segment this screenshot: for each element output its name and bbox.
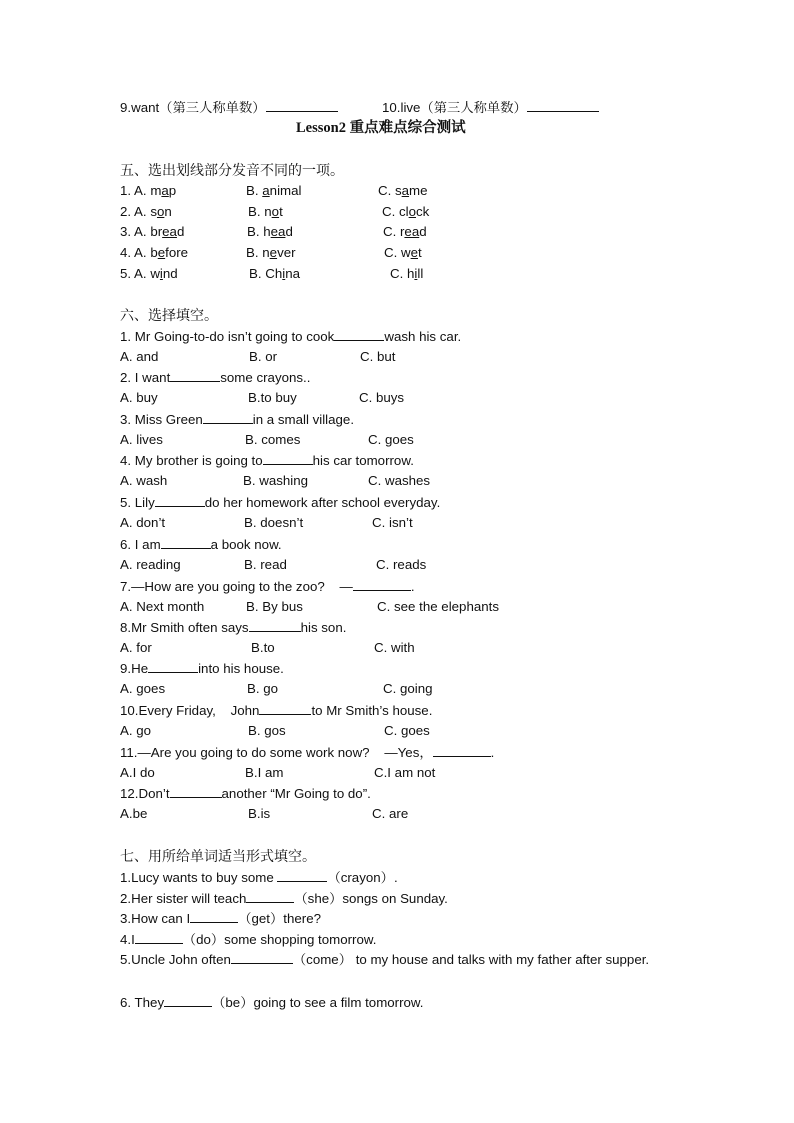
- answer-blank[interactable]: [246, 890, 294, 903]
- phonics-option: [382, 204, 429, 219]
- word-part: C. cl: [382, 204, 409, 219]
- option-b[interactable]: B.I am: [245, 765, 284, 780]
- phonics-option: [120, 266, 178, 281]
- phonics-option: [246, 245, 296, 260]
- underlined-letters: i: [282, 266, 286, 281]
- phonics-option: [120, 183, 176, 198]
- answer-blank[interactable]: [277, 869, 327, 882]
- answer-blank[interactable]: [170, 785, 222, 798]
- question-text: 4. My brother is going to: [120, 453, 263, 468]
- answer-blank[interactable]: [190, 910, 238, 923]
- question-text: 3. Miss Green: [120, 412, 203, 427]
- question-text: 11.—Are you going to do some work now? —Yes，: [120, 745, 433, 760]
- question-text: （crayon）.: [327, 870, 398, 885]
- word-part: C. h: [390, 266, 415, 281]
- option-c[interactable]: C. are: [372, 806, 409, 821]
- word-part: b: [150, 245, 158, 260]
- option-b[interactable]: B. or: [249, 349, 278, 364]
- question-text: 12.Don’t: [120, 786, 170, 801]
- question-text: 6. They: [120, 995, 165, 1010]
- choice-question-4: [120, 452, 414, 469]
- item-number: 1. A.: [120, 183, 151, 198]
- question-text: （come） to my house and talks with my father after supper.: [292, 952, 650, 967]
- answer-blank[interactable]: [353, 578, 411, 591]
- underlined-letters: e: [410, 245, 419, 260]
- option-b[interactable]: B.to buy: [248, 390, 297, 405]
- option-c[interactable]: C. goes: [368, 432, 414, 447]
- underlined-letters: o: [271, 204, 280, 219]
- word-part: t: [279, 204, 283, 219]
- question-text: into his house.: [198, 661, 284, 676]
- underlined-letters: a: [161, 183, 169, 198]
- answer-blank[interactable]: [266, 99, 338, 112]
- answer-blank[interactable]: [135, 931, 183, 944]
- word-part: C. r: [383, 224, 405, 239]
- word-part: B. h: [247, 224, 271, 239]
- word-part: ll: [417, 266, 424, 281]
- option-a[interactable]: A. go: [120, 723, 152, 738]
- question-text: his car tomorrow.: [312, 453, 414, 468]
- option-c[interactable]: C. see the elephants: [377, 599, 499, 614]
- word-part: B. n: [248, 204, 272, 219]
- question-text: some crayons..: [220, 370, 311, 385]
- item-number: 5. A.: [120, 266, 151, 281]
- underlined-letters: o: [156, 204, 165, 219]
- phonics-option: [248, 204, 283, 219]
- question-text: 2.Her sister will teach: [120, 891, 247, 906]
- choice-question-12: [120, 785, 371, 802]
- q10-text: 10.live（第三人称单数）: [382, 100, 527, 115]
- item-number: 4. A.: [120, 245, 151, 260]
- phonics-option: [247, 224, 293, 239]
- option-c[interactable]: C.I am not: [374, 765, 436, 780]
- word-part: t: [418, 245, 422, 260]
- question-text: another “Mr Going to do”.: [221, 786, 371, 801]
- choice-question-9: [120, 660, 284, 677]
- question-text: .: [490, 745, 495, 760]
- word-part: n: [164, 204, 172, 219]
- underlined-letters: e: [269, 245, 278, 260]
- fill-question-2: [120, 890, 448, 907]
- option-c[interactable]: C. buys: [359, 390, 405, 405]
- option-c[interactable]: C. goes: [384, 723, 430, 738]
- fill-question-4: [120, 931, 376, 948]
- fill-question-3: [120, 910, 321, 927]
- item-number: 2. A.: [120, 204, 151, 219]
- option-c[interactable]: C. reads: [376, 557, 427, 572]
- option-b[interactable]: B.is: [248, 806, 271, 821]
- section7-heading: 七、用所给单词适当形式填空。: [120, 848, 316, 864]
- answer-blank[interactable]: [433, 744, 491, 757]
- question-text: （do）some shopping tomorrow.: [182, 932, 377, 947]
- question-text: 8.Mr Smith often says: [120, 620, 249, 635]
- choice-question-2: [120, 369, 310, 386]
- question-text: his son.: [300, 620, 347, 635]
- question-text: wash his car.: [384, 329, 462, 344]
- question-text: 5.Uncle John often: [120, 952, 231, 967]
- section5-heading: 五、选出划线部分发音不同的一项。: [120, 162, 344, 178]
- question-text: do her homework after school everyday.: [204, 495, 441, 510]
- page-title: Lesson2 重点难点综合测试: [296, 120, 466, 136]
- choice-question-6: [120, 536, 282, 553]
- phonics-option: [249, 266, 300, 281]
- answer-blank[interactable]: [203, 411, 253, 424]
- word-part: w: [150, 266, 160, 281]
- phonics-option: [378, 183, 428, 198]
- question-text: 4.I: [120, 932, 135, 947]
- underlined-letters: o: [408, 204, 417, 219]
- choice-question-8: [120, 619, 346, 636]
- word-part: s: [150, 204, 157, 219]
- answer-blank[interactable]: [170, 369, 220, 382]
- underlined-letters: ea: [404, 224, 420, 239]
- option-c[interactable]: C. going: [383, 681, 433, 696]
- option-a[interactable]: A. wash: [120, 473, 168, 488]
- phonics-option: [383, 224, 427, 239]
- answer-blank[interactable]: [148, 660, 198, 673]
- word-part: B.: [246, 183, 263, 198]
- phonics-option: [384, 245, 422, 260]
- word-part: d: [419, 224, 427, 239]
- choice-question-1: [120, 328, 461, 345]
- option-b[interactable]: B. go: [247, 681, 279, 696]
- phonics-option: [120, 224, 184, 239]
- option-a[interactable]: A. don’t: [120, 515, 166, 530]
- question-text: in a small village.: [252, 412, 355, 427]
- question-text: 2. I want: [120, 370, 171, 385]
- option-a[interactable]: A. reading: [120, 557, 181, 572]
- word-part: B. Ch: [249, 266, 283, 281]
- option-c[interactable]: C. washes: [368, 473, 431, 488]
- word-part: C. w: [384, 245, 411, 260]
- question-text: to Mr Smith’s house.: [311, 703, 433, 718]
- question-text: a book now.: [210, 537, 282, 552]
- word-part: m: [150, 183, 162, 198]
- question-text: 1. Mr Going-to-do isn’t going to cook: [120, 329, 335, 344]
- option-a[interactable]: A. buy: [120, 390, 158, 405]
- word-part: ck: [416, 204, 430, 219]
- option-a[interactable]: A.I do: [120, 765, 155, 780]
- option-c[interactable]: C. with: [374, 640, 415, 655]
- fill-question-5: [120, 949, 676, 970]
- underlined-letters: ea: [270, 224, 286, 239]
- question-text: 7.—How are you going to the zoo? —: [120, 579, 353, 594]
- word-part: d: [176, 224, 185, 239]
- word-part: nd: [162, 266, 178, 281]
- q9-text: 9.want（第三人称单数）: [120, 100, 266, 115]
- q9-third-person: [120, 99, 338, 116]
- question-text: （she）songs on Sunday.: [294, 891, 448, 906]
- phonics-option: [120, 245, 188, 260]
- answer-blank[interactable]: [263, 452, 313, 465]
- question-text: 9.He: [120, 661, 149, 676]
- question-text: .: [410, 579, 415, 594]
- question-text: （get）there?: [238, 911, 321, 926]
- question-text: 1.Lucy wants to buy some: [120, 870, 278, 885]
- section6-heading: 六、选择填空。: [120, 307, 218, 323]
- underlined-letters: i: [159, 266, 163, 281]
- option-b[interactable]: B. By bus: [246, 599, 303, 614]
- option-a[interactable]: A.be: [120, 806, 148, 821]
- underlined-letters: ea: [162, 224, 177, 239]
- option-a[interactable]: A. Next month: [120, 599, 205, 614]
- choice-question-10: [120, 702, 432, 719]
- option-b[interactable]: B. doesn’t: [244, 515, 304, 530]
- underlined-letters: a: [401, 183, 410, 198]
- word-part: nimal: [269, 183, 302, 198]
- q10-third-person: [382, 99, 599, 116]
- choice-question-5: [120, 494, 440, 511]
- word-part: fore: [165, 245, 189, 260]
- answer-blank[interactable]: [155, 494, 205, 507]
- fill-question-6: [120, 994, 423, 1011]
- word-part: C. s: [378, 183, 402, 198]
- option-b[interactable]: B.to: [251, 640, 275, 655]
- option-b[interactable]: B. comes: [245, 432, 301, 447]
- answer-blank[interactable]: [334, 328, 384, 341]
- option-c[interactable]: C. but: [360, 349, 396, 364]
- question-text: 6. I am: [120, 537, 161, 552]
- word-part: ver: [277, 245, 296, 260]
- answer-blank[interactable]: [161, 536, 211, 549]
- answer-blank[interactable]: [231, 951, 293, 964]
- phonics-option: [390, 266, 423, 281]
- question-text: （be）going to see a film tomorrow.: [212, 995, 424, 1010]
- word-part: d: [285, 224, 293, 239]
- word-part: na: [285, 266, 301, 281]
- item-number: 3. A.: [120, 224, 151, 239]
- phonics-option: [120, 204, 172, 219]
- option-b[interactable]: B. gos: [248, 723, 286, 738]
- option-a[interactable]: A. goes: [120, 681, 166, 696]
- answer-blank[interactable]: [249, 619, 301, 632]
- choice-question-7: [120, 578, 415, 595]
- fill-question-1: [120, 869, 398, 886]
- underlined-letters: i: [414, 266, 418, 281]
- answer-blank[interactable]: [527, 99, 599, 112]
- option-a[interactable]: A. and: [120, 349, 159, 364]
- answer-blank[interactable]: [259, 702, 311, 715]
- question-text: 3.How can I: [120, 911, 191, 926]
- answer-blank[interactable]: [164, 994, 212, 1007]
- option-b[interactable]: B. read: [244, 557, 287, 572]
- choice-question-11: [120, 744, 494, 761]
- option-a[interactable]: A. lives: [120, 432, 163, 447]
- word-part: p: [168, 183, 177, 198]
- question-text: 10.Every Friday, John: [120, 703, 260, 718]
- option-c[interactable]: C. isn’t: [372, 515, 413, 530]
- choice-question-3: [120, 411, 354, 428]
- word-part: B. n: [246, 245, 270, 260]
- question-text: 5. Lily: [120, 495, 155, 510]
- word-part: me: [409, 183, 428, 198]
- option-b[interactable]: B. washing: [243, 473, 309, 488]
- underlined-letters: e: [157, 245, 166, 260]
- phonics-option: [246, 183, 301, 198]
- option-a[interactable]: A. for: [120, 640, 152, 655]
- underlined-letters: a: [262, 183, 270, 198]
- word-part: br: [150, 224, 163, 239]
